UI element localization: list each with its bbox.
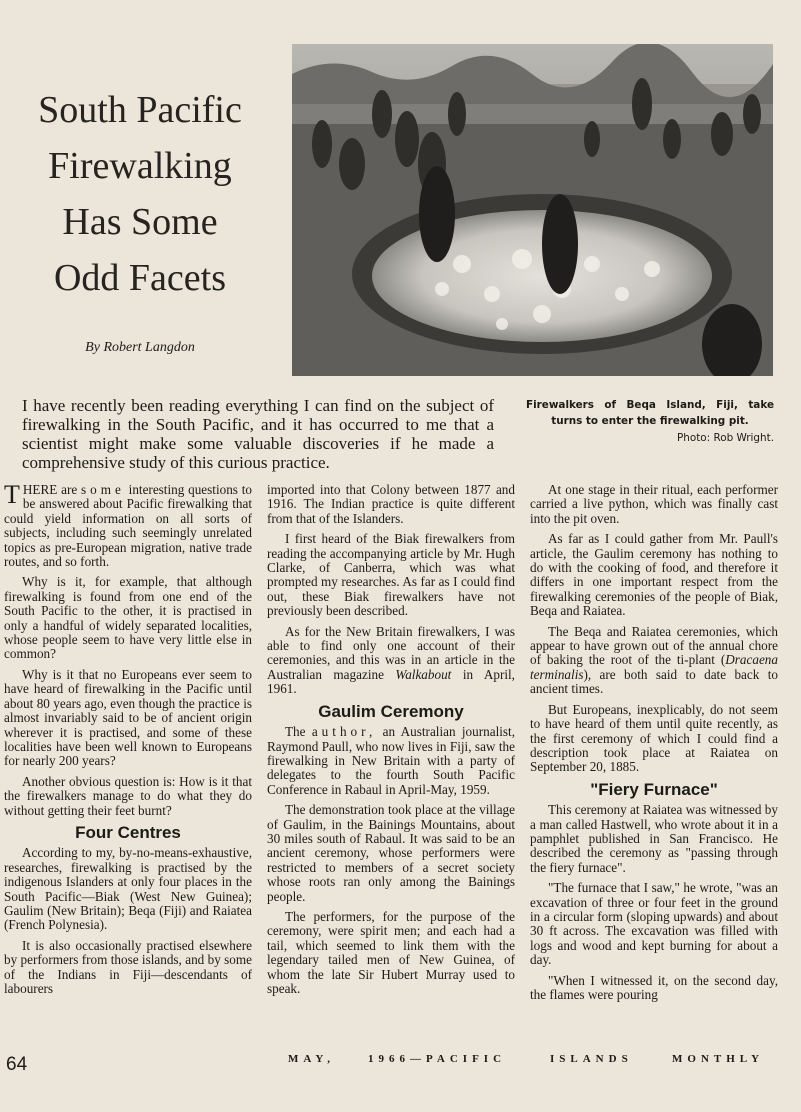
- paragraph: Why is it, for example, that although firewalking is found from one end of the South Pacific to the other, it is practised in only a handful of widely separated localities, whose people seem to have very little else in common?: [4, 574, 252, 662]
- page-footer: [0, 1052, 801, 1092]
- text: some: [81, 482, 125, 497]
- title-line-2: Firewalking: [48, 145, 232, 187]
- footer-year: 1966—PACIFIC: [368, 1053, 507, 1065]
- photo-credit: Photo: Rob Wright.: [677, 432, 774, 444]
- paragraph: The performers, for the purpose of the ceremony, were spirit men; and each had a tail, which seemed to link them with the legendary tailed men of New Guinea, of whom the late Sir Hubert Murray used to speak.: [267, 908, 515, 996]
- byline: By Robert Langdon: [85, 340, 195, 355]
- text: The: [285, 724, 312, 740]
- title-line-3: Has Some: [62, 201, 218, 243]
- paragraph: imported into that Colony between 1877 and 1916. The Indian practice is quite different from that of the Islanders.: [267, 482, 515, 526]
- column-2: [267, 483, 515, 1002]
- paragraph: But Europeans, inexplicably, do not seem to have heard of them until quite recently, as the first ceremony of which I could find a description took place at Raiatea on September 20, 1885.: [530, 701, 778, 775]
- drop-cap: T: [4, 480, 20, 509]
- section-heading: Gaulim Ceremony: [318, 701, 464, 721]
- article-title: [18, 82, 262, 306]
- paragraph: [530, 625, 778, 697]
- text: HERE are: [22, 482, 82, 497]
- footer-monthly: MONTHLY: [672, 1053, 765, 1065]
- paragraph: As far as I could gather from Mr. Paull's article, the Gaulim ceremony has nothing to do with the cooking of food, and therefore it differs in one important respect from the firewalking ceremonies of the people of Biak, Beqa and Raiatea.: [530, 531, 778, 619]
- paragraph: Another obvious question is: How is it that the firewalkers manage to do what they do without getting their feet burnt?: [4, 773, 252, 818]
- section-heading: Four Centres: [75, 822, 181, 842]
- magazine-name: Walkabout: [395, 666, 452, 682]
- paragraph: According to my, by-no-means-exhaustive, researches, firewalking is practised by the indigenous Islanders at only four places in the South Pacific—Biak (West New Guinea); Gaulim (New Britain); Beqa (Fiji) and Raiatea (French Polynesia).: [4, 845, 252, 933]
- text: interesting questions to be answered about Pacific firewalking that could yield information on all sorts of subjects, including such seemingly unrelated topics as pre-European migration, native trade routes, and so forth.: [4, 482, 252, 570]
- text: The Beqa and Raiatea ceremonies, which appear to have grown out of the annual chore of baking the root of the ti-plant (: [530, 623, 778, 668]
- page-number: 64: [6, 1054, 28, 1075]
- intro-paragraph: I have recently been reading everything I can find on the subject of firewalking in the South Pacific, and it has occurred to me that a scientist might make some valuable discoveries if he made a comprehensive study of this curious practice.: [22, 396, 494, 472]
- column-3: [530, 483, 778, 1008]
- paragraph: Why is it that no Europeans ever seem to have heard of firewalking in the Pacific until about 80 years ago, even though the practice is almost invariably said to be of ancient origin wherever it is practised, and some of these localities have been well known to Europeans for nearly 200 years?: [4, 666, 252, 769]
- paragraph: "When I witnessed it, on the second day, the flames were pouring: [530, 972, 778, 1002]
- text: ), are both said to date back to ancient times.: [530, 666, 778, 697]
- section-heading: "Fiery Furnace": [590, 779, 718, 799]
- title-line-1: South Pacific: [38, 89, 242, 131]
- paragraph: The demonstration took place at the village of Gaulim, in the Bainings Mountains, about 30 miles south of Rabaul. It was said to be an ancient ceremony, whose performers were restricted to members of a secret society whose roots ran only among the Bainings people.: [267, 802, 515, 904]
- paragraph: It is also occasionally practised elsewhere by performers from those islands, and by some of the Indians in Fiji—descendants of labourers: [4, 937, 252, 996]
- paragraph: "The furnace that I saw," he wrote, "was an excavation of three or four feet in the ground in a circular form (sloping upwards) and about 30 ft across. The excavation was filled with logs and wood and kept burning for about a day.: [530, 880, 778, 968]
- caption-text: Firewalkers of Beqa Island, Fiji, take turns to enter the firewalking pit.: [526, 399, 774, 427]
- text: author,: [311, 724, 377, 740]
- paragraph: I first heard of the Biak firewalkers from reading the accompanying article by Mr. Hugh Clarke, of Canberra, which was what prompted my researches. As far as I could find out, these Biak firewalkers have not previously been described.: [267, 531, 515, 619]
- text: in April, 1961.: [267, 666, 515, 697]
- column-1: [4, 480, 252, 1002]
- species-name: Dracaena terminalis: [530, 652, 778, 682]
- paragraph: This ceremony at Raiatea was witnessed by a man called Hastwell, who wrote about it in a pamphlet published in San Francisco. He described the ceremony as "passing through the fiery furnace".: [530, 802, 778, 875]
- text: an Australian journalist, Raymond Paull, who now lives in Fiji, saw the firewalking in New Britain with a party of delegates to the fourth South Pacific Conference in Rabaul in April-May, 1959.: [267, 724, 515, 797]
- footer-month: MAY,: [288, 1053, 336, 1065]
- paragraph: [267, 625, 515, 697]
- title-line-4: Odd Facets: [53, 257, 227, 299]
- paragraph: [4, 480, 252, 570]
- footer-islands: ISLANDS: [550, 1053, 633, 1065]
- paragraph: At one stage in their ritual, each performer carried a live python, which was finally cast into the pit oven.: [530, 482, 778, 526]
- paragraph: [267, 725, 515, 797]
- text: As for the New Britain firewalkers, I was able to find only one account of their ceremonies, and this was in an article in the Australian magazine: [267, 623, 515, 682]
- firewalking-photo: [292, 44, 773, 376]
- photo-caption: [526, 397, 774, 446]
